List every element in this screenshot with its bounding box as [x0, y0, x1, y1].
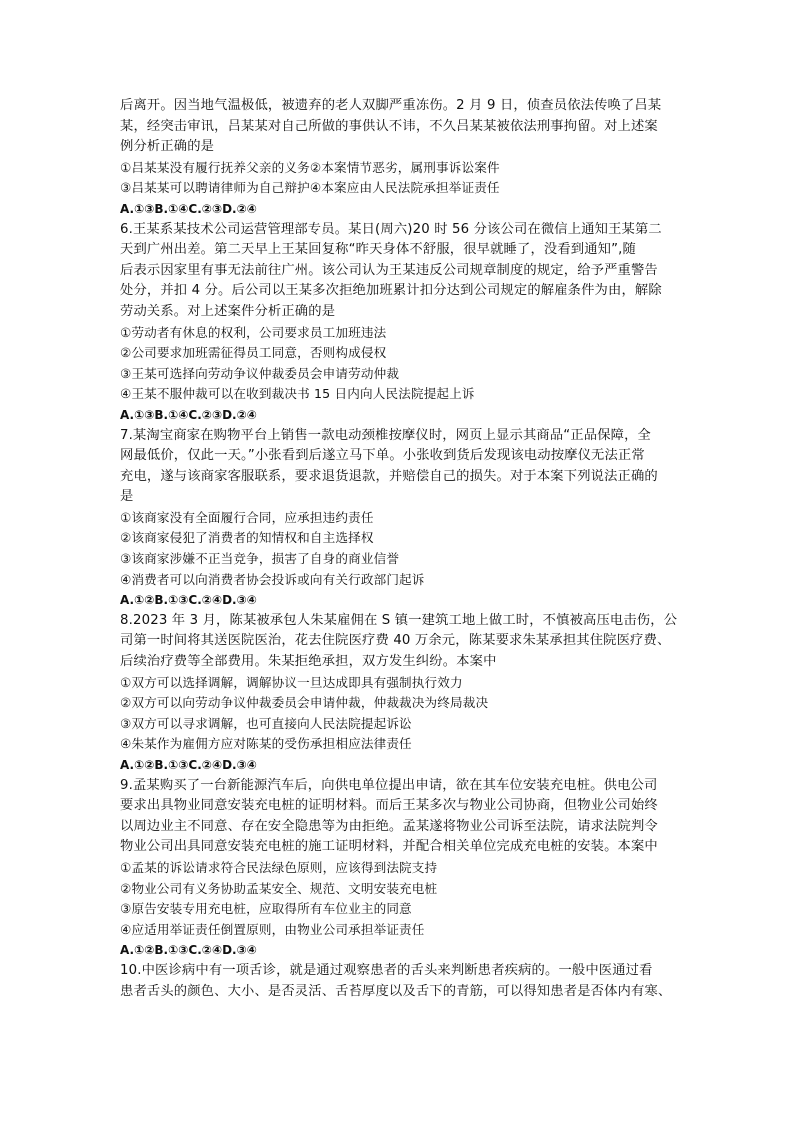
question-line: 9.孟某购买了一台新能源汽车后，向供电单位提出申请，欲在其车位安装充电桩。供电公司 — [120, 777, 658, 793]
option-line: ③王某可选择向劳动争议仲裁委员会申请劳动仲裁 — [120, 365, 400, 381]
paragraph-line: 处分，并扣 4 分。后公司以王某多次拒绝加班累计扣分达到公司规定的解雇条件为由，解除 — [120, 283, 662, 299]
paragraph-line: 后续治疗费等全部费用。朱某拒绝承担，双方发生纠纷。本案中 — [120, 654, 497, 670]
paragraph-line: 天到广州出差。第二天早上王某回复称“昨天身体不舒服，很早就睡了，没看到通知”,随 — [120, 242, 636, 258]
answer-choices: A.①②B.①③C.②④D.③④ — [120, 943, 257, 958]
option-line: ②物业公司有义务协助孟某安全、规范、文明安装充电桩 — [120, 880, 438, 896]
option-line: ①劳动者有休息的权利，公司要求员工加班违法 — [120, 324, 387, 340]
answer-choices: A.①③B.①④C.②③D.②④ — [120, 407, 257, 422]
option-line: ①该商家没有全面履行合同，应承担违约责任 — [120, 509, 374, 525]
paragraph-line: 充电，遂与该商家客服联系，要求退货退款，并赔偿自己的损失。对于本案下列说法正确的 — [120, 468, 658, 484]
option-line: ③双方可以寻求调解，也可直接向人民法院提起诉讼 — [120, 715, 412, 731]
question-line: 8.2023 年 3 月，陈某被承包人朱某雇佣在 S 镇一建筑工地上做工时，不慎被高压电击伤，公 — [120, 612, 678, 628]
paragraph-line: 例分析正确的是 — [120, 139, 215, 155]
paragraph-line: 要求出具物业同意安装充电桩的证明材料。而后王某多次与物业公司协商，但物业公司始终 — [120, 798, 658, 814]
option-line: ②公司要求加班需征得员工同意，否则构成侵权 — [120, 345, 387, 361]
question-line: 10.中医诊病中有一项舌诊，就是通过观察患者的舌头来判断患者疾病的。一般中医通过看 — [120, 962, 653, 978]
paragraph-line: 某，经突击审讯，吕某某对自己所做的事供认不讳，不久吕某某被依法刑事拘留。对上述案 — [120, 118, 658, 134]
question-line: 6.王某系某技术公司运营管理部专员。某日(周六)20 时 56 分该公司在微信上通知王某第二 — [120, 221, 662, 237]
answer-choices: A.①②B.①③C.②④D.③④ — [120, 758, 257, 772]
option-line: ①双方可以选择调解，调解协议一旦达成即具有强制执行效力 — [120, 674, 463, 690]
paragraph-line: 劳动关系。对上述案件分析正确的是 — [120, 303, 336, 319]
document-page — [120, 96, 680, 1002]
answer-choices: A.①②B.①③C.②④D.③④ — [120, 593, 257, 608]
question-line: 7.某淘宝商家在购物平台上销售一款电动颈椎按摩仪时，网页上显示其商品“正品保障，全 — [120, 427, 652, 443]
option-line: ③该商家涉嫌不正当竞争，损害了自身的商业信誉 — [120, 551, 400, 567]
option-line: ④王某不服仲裁可以在收到裁决书 15 日内向人民法院提起上诉 — [120, 386, 475, 402]
paragraph-line: 患者舌头的颜色、大小、是否灵活、舌苔厚度以及舌下的青筋，可以得知患者是否体内有寒、 — [120, 983, 672, 999]
paragraph-line: 后离开。因当地气温极低，被遗弃的老人双脚严重冻伤。2 月 9 日，侦查员依法传唤了吕某 — [120, 98, 662, 113]
option-line: ①孟某的诉讼请求符合民法绿色原则，应该得到法院支持 — [120, 859, 438, 875]
paragraph-line: 后表示因家里有事无法前往广州。该公司认为王某违反公司规章制度的规定，给予严重警告 — [120, 262, 658, 278]
paragraph-line: 以周边业主不同意、存在安全隐患等为由拒绝。孟某遂将物业公司诉至法院，请求法院判令 — [120, 818, 658, 834]
option-line: ②该商家侵犯了消费者的知情权和自主选择权 — [120, 530, 374, 546]
option-line: ④朱某作为雇佣方应对陈某的受伤承担相应法律责任 — [120, 736, 412, 752]
option-line: ③原告安装专用充电桩，应取得所有车位业主的同意 — [120, 901, 412, 917]
paragraph-line: 网最低价，仅此一天。”小张看到后遂立马下单。小张收到货后发现该电动按摩仪无法正常 — [120, 448, 645, 464]
paragraph-line: 是 — [120, 489, 134, 505]
paragraph-line: 司第一时间将其送医院医治，花去住院医疗费 40 万余元，陈某要求朱某承担其住院医疗费、 — [120, 633, 671, 649]
option-line: ④消费者可以向消费者协会投诉或向有关行政部门起诉 — [120, 571, 425, 587]
option-line: ③吕某某可以聘请律师为自己辩护④本案应由人民法院承担举证责任 — [120, 180, 500, 196]
option-line: ④应适用举证责任倒置原则，由物业公司承担举证责任 — [120, 921, 425, 937]
option-line: ②双方可以向劳动争议仲裁委员会申请仲裁，仲裁裁决为终局裁决 — [120, 695, 489, 711]
option-line: ①吕某某没有履行抚养父亲的义务②本案情节恶劣，属刑事诉讼案件 — [120, 159, 500, 175]
paragraph-line: 物业公司出具同意安装充电桩的施工证明材料，并配合相关单位完成充电桩的安装。本案中 — [120, 839, 658, 855]
answer-choices: A.①③B.①④C.②③D.②④ — [120, 201, 257, 216]
